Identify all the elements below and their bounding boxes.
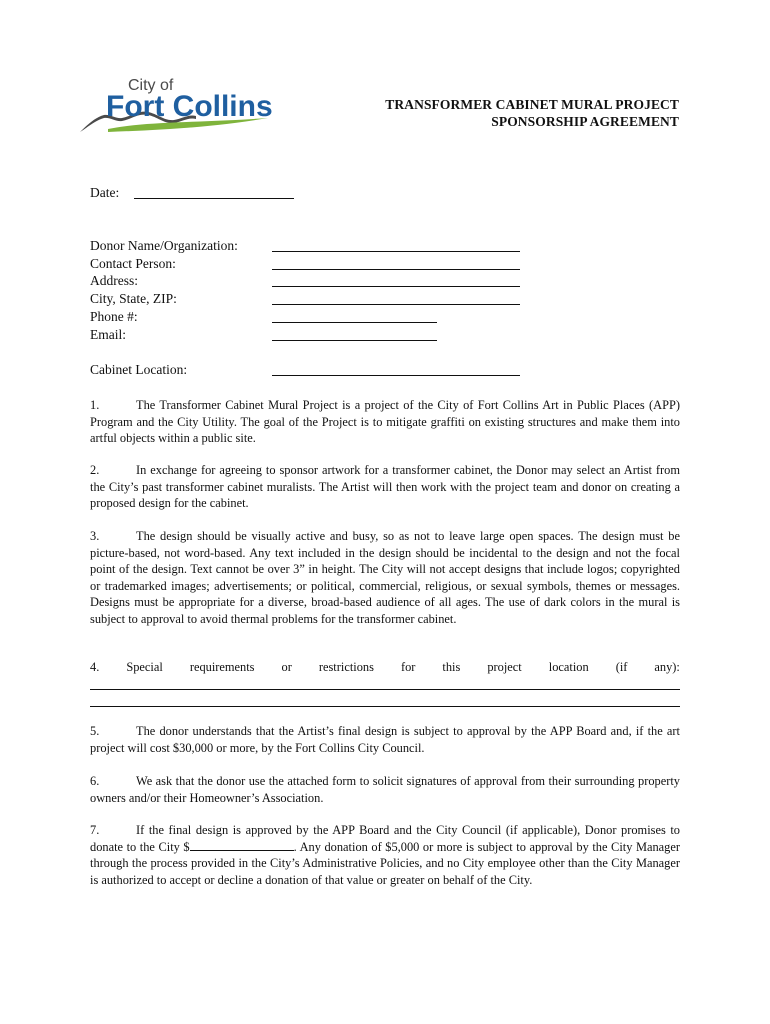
p4-word: any): bbox=[654, 660, 680, 674]
paragraph-number: 7. bbox=[90, 823, 100, 837]
paragraph-6 bbox=[90, 773, 680, 806]
p4-word: this bbox=[442, 660, 461, 674]
p4-word: restrictions bbox=[318, 660, 374, 674]
email-field[interactable] bbox=[272, 340, 437, 341]
paragraph-text: The donor understands that the Artist’s final design is subject to approval by the APP Board and, if the art project will cost $30,000 or more, by the Fort Collins City Council. bbox=[90, 724, 680, 755]
paragraph-text: The design should be visually active and busy, so as not to leave large open spaces. The design must be picture-based, not word-based. Any text included in the design should be incidental to the design and not the focal point of the design. Text cannot be over 3” in height. The City will not accept designs that include logos; copyrighted or trademarked images; advertisements; or political, commercial, religious, or sexual symbols, themes or messages. Designs must be appropriate for a diverse, broad-based audience of all ages. The use of dark colors in the mural is subject to approval to avoid thermal problems for the transformer cabinet. bbox=[90, 529, 680, 626]
p4-word: for bbox=[400, 660, 416, 674]
paragraph-text: In exchange for agreeing to sponsor artwork for a transformer cabinet, the Donor may select an Artist from the City’s past transformer cabinet muralists. The Artist will then work with the project team and donor on creating a proposed design for the cabinet. bbox=[90, 463, 680, 511]
mountain-logo-icon bbox=[78, 74, 274, 140]
title-line-2: SPONSORSHIP AGREEMENT bbox=[491, 114, 679, 129]
paragraph-text: If the final design is approved by the APP Board and the City Council (if applicable), Donor promises to donate to the City $ bbox=[90, 823, 680, 854]
p4-word: (if bbox=[615, 660, 628, 674]
city-field[interactable] bbox=[272, 304, 520, 305]
paragraph-3 bbox=[90, 528, 680, 628]
paragraph-5 bbox=[90, 723, 680, 756]
p4-word: location bbox=[548, 660, 589, 674]
phone-label: Phone #: bbox=[90, 309, 138, 324]
paragraph-2 bbox=[90, 462, 680, 512]
date-label: Date: bbox=[90, 185, 120, 200]
city-logo bbox=[78, 74, 274, 140]
logo-city-of: City of bbox=[128, 77, 174, 94]
paragraph-text: We ask that the donor use the attached form to solicit signatures of approval from their surrounding property owners and/or their Homeowner’s Association. bbox=[90, 774, 680, 805]
p4-word: project bbox=[487, 660, 522, 674]
paragraph-number: 3. bbox=[90, 529, 100, 543]
paragraph-text-cont: . Any donation of $5,000 or more is subject to approval by the City Manager through the process provided in the City’s Administrative Policies, and no City employee other than the City Manager is authorized to accept or decline a donation of that value or greater on behalf of the City. bbox=[90, 839, 680, 887]
p4-word: Special bbox=[126, 660, 163, 674]
city-label: City, State, ZIP: bbox=[90, 291, 177, 306]
phone-field[interactable] bbox=[272, 322, 437, 323]
paragraph-number: 4. bbox=[90, 660, 100, 674]
donor-field[interactable] bbox=[272, 251, 520, 252]
p4-word: or bbox=[281, 660, 292, 674]
p4-word: requirements bbox=[189, 660, 255, 674]
contact-field[interactable] bbox=[272, 269, 520, 270]
title-line-1: TRANSFORMER CABINET MURAL PROJECT bbox=[385, 97, 679, 112]
email-label: Email: bbox=[90, 327, 126, 342]
logo-fort-collins: Fort Collins bbox=[106, 90, 273, 123]
paragraph-7 bbox=[90, 822, 680, 888]
donation-amount-field[interactable] bbox=[190, 840, 294, 851]
paragraph-number: 1. bbox=[90, 398, 100, 412]
cabinet-field[interactable] bbox=[272, 375, 520, 376]
address-label: Address: bbox=[90, 273, 138, 288]
requirements-line-1[interactable] bbox=[90, 689, 680, 690]
cabinet-label: Cabinet Location: bbox=[90, 362, 188, 377]
paragraph-1 bbox=[90, 397, 680, 447]
paragraph-text: The Transformer Cabinet Mural Project is a project of the City of Fort Collins Art in Public Places (APP) Program and the City Utility. The goal of the Project is to mitigate graffiti on existing structures and make them into artful objects within a public site. bbox=[90, 398, 680, 446]
paragraph-4 bbox=[90, 659, 680, 676]
paragraph-number: 5. bbox=[90, 724, 100, 738]
paragraph-number: 6. bbox=[90, 774, 100, 788]
donor-label: Donor Name/Organization: bbox=[90, 238, 238, 253]
date-field[interactable] bbox=[134, 198, 294, 199]
paragraph-number: 2. bbox=[90, 463, 100, 477]
requirements-line-2[interactable] bbox=[90, 706, 680, 707]
document-title bbox=[385, 96, 679, 130]
contact-label: Contact Person: bbox=[90, 256, 176, 271]
address-field[interactable] bbox=[272, 286, 520, 287]
